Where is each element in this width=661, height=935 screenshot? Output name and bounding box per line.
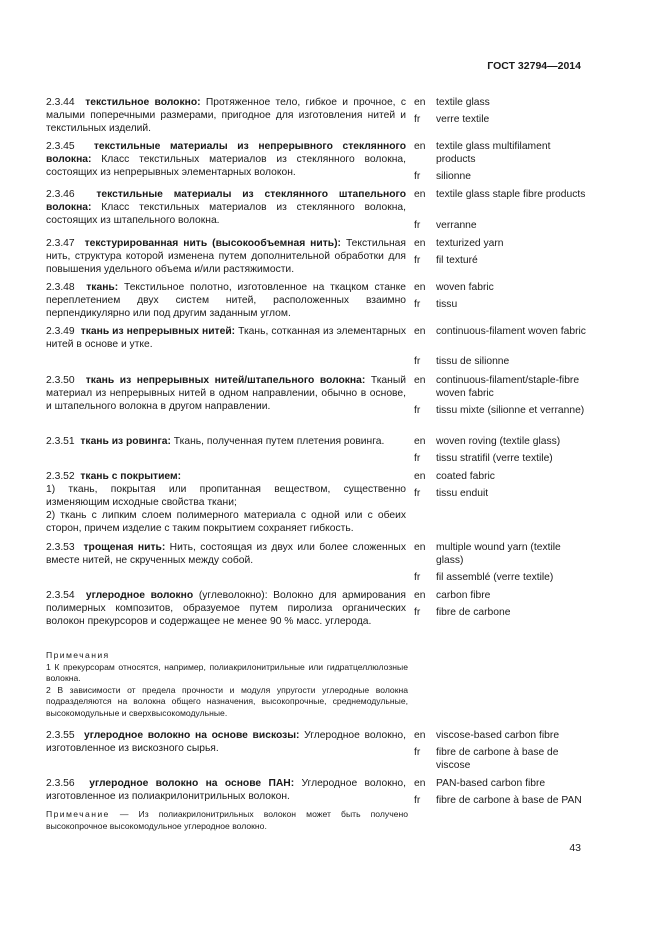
note-2: 2 В зависимости от предела прочности и модуля упругости углеродные волокна подразделяются на волокна общего назначения, высокопрочные, среднемодульные, высокомодульные и сверхвысокомодульные. — [46, 684, 408, 718]
term: текстильное волокно: — [85, 97, 201, 108]
term: трощеная нить: — [83, 542, 166, 553]
notes-title: Примечания — [46, 650, 110, 660]
term: ткань с покрытием: — [80, 471, 182, 482]
term: ткань из непрерывных нитей: — [80, 326, 236, 337]
term: углеродное волокно на основе ПАН: — [89, 778, 295, 789]
term: текстильные материалы из непрерывного стеклянного волокна: — [46, 141, 406, 165]
document-header: ГОСТ 32794—2014 — [487, 60, 581, 72]
term: текстурированная нить (высокообъемная нить): — [84, 238, 341, 249]
term: ткань из непрерывных нитей/штапельного волокна: — [85, 375, 366, 386]
term: ткань: — [86, 282, 119, 293]
notes-block — [46, 650, 408, 719]
term: углеродное волокно — [85, 590, 194, 601]
page-number: 43 — [569, 842, 581, 854]
term: ткань из ровинга: — [80, 436, 171, 447]
final-note — [46, 809, 408, 832]
final-note-text: — Из полиакрилонитрильных волокон может быть получено высокопрочное высокомодульное углеродное волокно. — [46, 809, 408, 831]
term: текстильные материалы из стеклянного штапельного волокна: — [46, 189, 406, 213]
final-note-label: Примечание — [46, 809, 110, 819]
note-1: 1 К прекурсорам относятся, например, полиакрилонитрильные или гидратцеллюлозные волокна. — [46, 661, 408, 683]
term: углеродное волокно на основе вискозы: — [83, 730, 300, 741]
